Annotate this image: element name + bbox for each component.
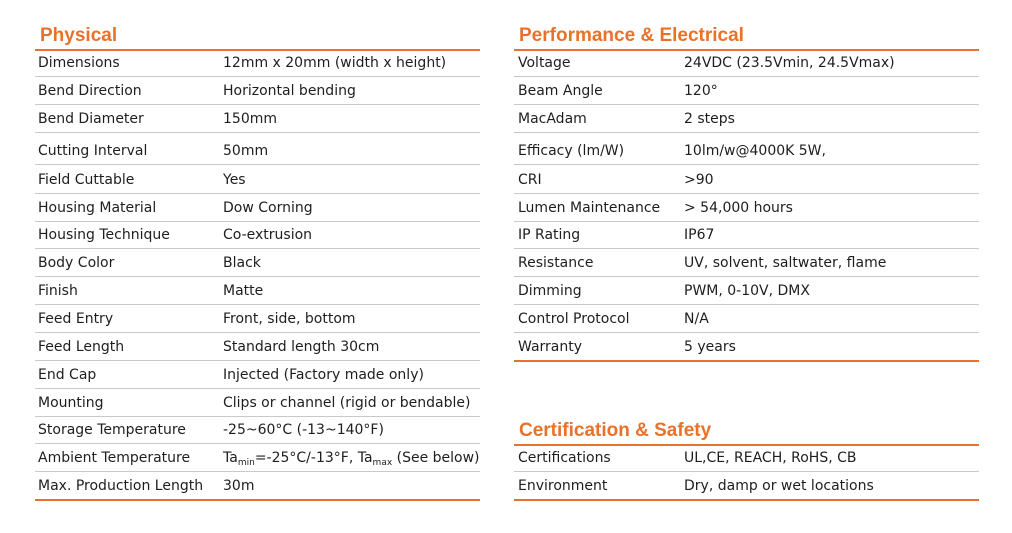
spec-value: Clips or channel (rigid or bendable) (223, 395, 471, 411)
spec-value: Co-extrusion (223, 227, 313, 243)
spec-value: PWM, 0-10V, DMX (684, 283, 810, 299)
spec-label: Housing Material (38, 200, 157, 216)
spec-value: UV, solvent, saltwater, flame (684, 255, 887, 271)
spec-value: Standard length 30cm (223, 339, 380, 355)
spec-row-resistance (514, 249, 979, 277)
spec-row-beam-angle (514, 77, 979, 105)
spec-value: N/A (684, 311, 709, 327)
spec-value: >90 (684, 172, 714, 188)
spec-value: Dry, damp or wet locations (684, 478, 874, 494)
spec-row-bend-diameter (35, 105, 480, 133)
spec-label: Bend Direction (38, 83, 142, 99)
spec-value: IP67 (684, 227, 715, 243)
spec-label: Feed Entry (38, 311, 114, 327)
spec-label: Housing Technique (38, 227, 170, 243)
ta-min-subscript: min (237, 458, 255, 468)
spec-row-certifications (514, 446, 979, 472)
spec-value: Matte (223, 283, 264, 299)
spec-label: Finish (38, 283, 78, 299)
spec-row-storage-temperature (35, 417, 480, 444)
spec-row-housing-material (35, 194, 480, 222)
spec-label: Bend Diameter (38, 111, 144, 127)
ta-max-subscript: max (372, 458, 393, 468)
spec-value: 150mm (223, 111, 277, 127)
spec-row-dimming (514, 277, 979, 305)
spec-row-environment (514, 472, 979, 501)
spec-value: 24VDC (23.5Vmin, 24.5Vmax) (684, 55, 895, 71)
spec-label: CRI (518, 172, 542, 188)
spec-row-cutting-interval (35, 133, 480, 165)
spec-row-field-cuttable (35, 165, 480, 194)
spec-row-voltage (514, 51, 979, 77)
spec-row-feed-length (35, 333, 480, 361)
spec-value: 50mm (223, 143, 269, 159)
spec-label: MacAdam (518, 111, 587, 127)
spec-value: 120° (684, 83, 718, 99)
spec-row-dimensions (35, 51, 480, 77)
physical-section (35, 24, 480, 504)
spec-label: Ambient Temperature (38, 450, 191, 466)
spec-value: UL,CE, REACH, RoHS, CB (684, 450, 857, 466)
spec-row-finish (35, 277, 480, 305)
spec-row-lumen-maintenance (514, 194, 979, 222)
ta-middle-text: =-25°C/-13°F, Ta (254, 450, 373, 466)
spec-label: Storage Temperature (38, 422, 186, 438)
ta-tail-text: (See below) (392, 450, 480, 466)
spec-value: 12mm x 20mm (width x height) (223, 55, 447, 71)
spec-row-macadam (514, 105, 979, 133)
spec-label: Voltage (518, 55, 571, 71)
spec-label: Body Color (38, 255, 115, 271)
certification-section-title: Certification & Safety (519, 420, 712, 441)
certification-section (514, 419, 979, 504)
spec-value: -25~60°C (-13~140°F) (223, 422, 384, 438)
spec-label: Certifications (518, 450, 611, 466)
ta-symbol: Ta (223, 450, 238, 466)
spec-label: Cutting Interval (38, 143, 148, 159)
spec-value: 30m (223, 478, 255, 494)
spec-row-housing-technique (35, 222, 480, 249)
spec-row-efficacy (514, 133, 979, 165)
spec-label: Beam Angle (518, 83, 603, 99)
spec-value: Injected (Factory made only) (223, 367, 424, 383)
spec-label: Feed Length (38, 339, 125, 355)
spec-row-bend-direction (35, 77, 480, 105)
spec-value (223, 450, 480, 467)
spec-value: Black (223, 255, 261, 271)
spec-row-feed-entry (35, 305, 480, 333)
performance-section-title: Performance & Electrical (519, 25, 744, 46)
spec-row-warranty (514, 333, 979, 362)
spec-label: IP Rating (518, 227, 581, 243)
physical-section-title: Physical (40, 25, 118, 46)
spec-row-control-protocol (514, 305, 979, 333)
spec-label: Efficacy (lm/W) (518, 143, 625, 159)
spec-label: Dimensions (38, 55, 120, 71)
spec-value: > 54,000 hours (684, 200, 793, 216)
spec-value: Yes (223, 172, 246, 188)
spec-row-body-color (35, 249, 480, 277)
spec-label: Mounting (38, 395, 104, 411)
spec-value: Front, side, bottom (223, 311, 356, 327)
spec-label: Max. Production Length (38, 478, 204, 494)
performance-section (514, 24, 979, 364)
spec-label: Lumen Maintenance (518, 200, 661, 216)
spec-row-mounting (35, 389, 480, 417)
spec-value: Dow Corning (223, 200, 313, 216)
spec-label: Warranty (518, 339, 583, 355)
spec-label: Environment (518, 478, 608, 494)
spec-label: End Cap (38, 367, 97, 383)
spec-row-cri (514, 165, 979, 194)
spec-row-ip-rating (514, 222, 979, 249)
spec-value: 5 years (684, 339, 736, 355)
spec-row-ambient-temperature (35, 444, 480, 472)
spec-label: Resistance (518, 255, 594, 271)
spec-value: 2 steps (684, 111, 735, 127)
spec-label: Dimming (518, 283, 582, 299)
spec-value: Horizontal bending (223, 83, 356, 99)
spec-label: Control Protocol (518, 311, 630, 327)
spec-label: Field Cuttable (38, 172, 135, 188)
spec-row-max-production-length (35, 472, 480, 501)
spec-value: 10lm/w@4000K 5W, (684, 143, 826, 159)
spec-row-end-cap (35, 361, 480, 389)
